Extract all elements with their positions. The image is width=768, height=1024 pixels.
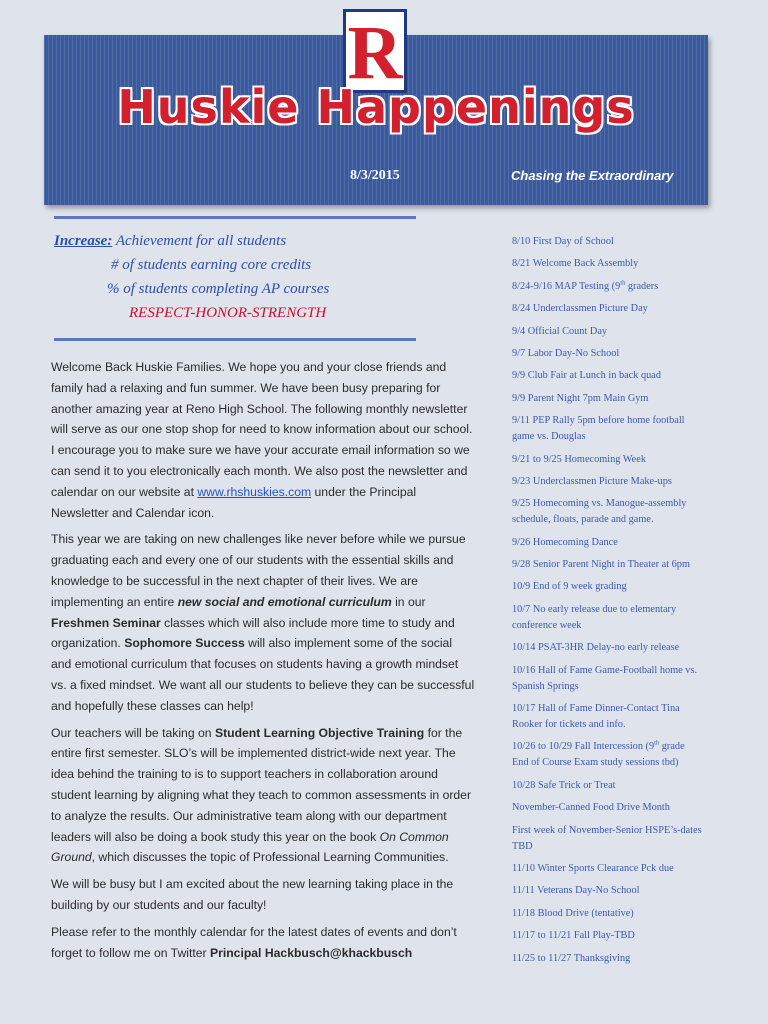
calendar-event: 8/24 Underclassmen Picture Day	[512, 303, 648, 315]
calendar-event: 10/16 Hall of Fame Game-Football home vs. Spanish Springs	[512, 664, 698, 692]
challenges-text-2: in our	[391, 594, 426, 609]
calendar-event: 11/17 to 11/21 Fall Play-TBD	[512, 930, 635, 942]
paragraph-calendar-note	[51, 922, 475, 964]
twitter-handle: Principal Hackbusch@khackbusch	[209, 945, 413, 960]
calendar-event: 9/21 to 9/25 Homecoming Week	[512, 453, 646, 465]
goals-label: Increase:	[54, 233, 113, 249]
calendar-event: 11/18 Blood Drive (tentative)	[512, 907, 634, 919]
paragraph-welcome	[51, 357, 475, 523]
calendar-event: 8/21 Welcome Back Assembly	[512, 258, 639, 270]
calendar-event: 9/7 Labor Day-No School	[512, 347, 620, 359]
challenges-text-4: will also implement some of the social and emotional curriculum that focuses on students having a growth mindset vs. a fixed mindset. We want all our students to believe they can be successful and hopefully these classes can help!	[51, 636, 475, 713]
logo-letter: R	[347, 11, 403, 95]
calendar-event: 9/11 PEP Rally 5pm before home football game vs. Douglas	[512, 415, 685, 443]
welcome-text: Welcome Back Huskie Families. We hope you and your close friends and family had a relaxing and fun summer. We have been busy preparing for another amazing year at Reno High School. The following monthly newsletter will serve as our one stop shop for need to know information about our school. I encourage you to make sure we have your accurate email information so we can send it to you electronically each month. We also post the newsletter and calendar on our website at	[51, 360, 473, 499]
calendar-note-text: Please refer to the monthly calendar for the latest dates of events and don’t forget to follow me on Twitter	[51, 924, 457, 960]
school-tagline: Chasing the Extraordinary	[511, 168, 674, 183]
issue-date: 8/3/2015	[350, 168, 400, 183]
calendar-event: 11/11 Veterans Day-No School	[512, 885, 640, 897]
teachers-text-3: , which discusses the topic of Professional Learning Communities.	[91, 850, 449, 865]
welcome-text-end: under the Principal Newsletter and Calendar icon.	[51, 484, 417, 520]
principal-letter	[51, 357, 475, 969]
newsletter-title: Huskie Happenings	[117, 80, 635, 134]
sophomore-success-text: Sophomore Success	[124, 636, 245, 651]
calendar-event: 9/25 Homecoming vs. Manogue-assembly schedule, floats, parade and game.	[512, 498, 687, 526]
slo-training-text: Student Learning Objective Training	[214, 725, 425, 740]
goal-line-1	[54, 233, 286, 250]
bottom-divider	[54, 338, 416, 341]
freshmen-seminar-text: Freshmen Seminar	[51, 615, 161, 630]
calendar-event: November-Canned Food Drive Month	[512, 802, 670, 814]
school-motto: RESPECT-HONOR-STRENGTH	[129, 305, 327, 321]
paragraph-challenges	[51, 529, 475, 716]
paragraph-teachers	[51, 723, 475, 869]
calendar-event: 10/14 PSAT-3HR Delay-no early release	[512, 642, 680, 654]
calendar-event: 9/9 Club Fair at Lunch in back quad	[512, 370, 661, 382]
calendar-event: 11/10 Winter Sports Clearance Pck due	[512, 862, 674, 874]
calendar-event: 10/28 Safe Trick or Treat	[512, 779, 616, 791]
events-calendar	[512, 234, 702, 973]
website-link[interactable]: www.rhshuskies.com	[197, 484, 312, 499]
book-title: On Common Ground	[51, 829, 449, 865]
top-divider	[54, 216, 416, 219]
paragraph-excited: We will be busy but I am excited about the new learning taking place in the building by our students and our faculty!	[51, 877, 454, 912]
calendar-event: 9/9 Parent Night 7pm Main Gym	[512, 392, 649, 404]
challenges-text: This year we are taking on new challenges like never before while we pursue graduating each and every one of our students with the essential skills and knowledge to be successful in the next chapter of their lives. We are implementing an entire	[51, 532, 466, 609]
curriculum-emphasis: new social and emotional curriculum	[177, 594, 392, 609]
goal-line-3: % of students completing AP courses	[107, 281, 330, 297]
calendar-event: 9/4 Official Count Day	[512, 325, 608, 337]
calendar-event: 8/24-9/16 MAP Testing (9th graders	[512, 279, 659, 292]
goal-line-2: # of students earning core credits	[111, 257, 312, 273]
challenges-text-3: classes which will also include more time to study and organization.	[51, 615, 455, 651]
goal-text-1: Achievement for all students	[115, 233, 287, 249]
calendar-event: 8/10 First Day of School	[512, 236, 614, 247]
calendar-event: 10/17 Hall of Fame Dinner-Contact Tina Rooker for tickets and info.	[512, 703, 680, 731]
teachers-text-2: for the entire first semester. SLO’s will be implemented district-wide next year. The idea behind the training to is to support teachers in collaboration around student learning by aligning what they teach to common assessments in order to analyze the results. Our administrative team along with our department leaders will also be doing a book study this year on the book	[51, 725, 472, 844]
calendar-event: 9/23 Underclassmen Picture Make-ups	[512, 475, 672, 487]
calendar-event: 10/26 to 10/29 Fall Intercession (9th grade End of Course Exam study sessions tbd)	[512, 740, 685, 769]
teachers-text: Our teachers will be taking on	[51, 725, 215, 740]
calendar-event: 10/7 No early release due to elementary conference week	[512, 603, 677, 631]
calendar-event: 11/25 to 11/27 Thanksgiving	[512, 952, 631, 964]
calendar-event: 9/28 Senior Parent Night in Theater at 6pm	[512, 559, 690, 571]
calendar-event: 9/26 Homecoming Dance	[512, 536, 618, 548]
calendar-event: 10/9 End of 9 week grading	[512, 581, 627, 593]
calendar-event: First week of November-Senior HSPE’s-dates TBD	[512, 824, 702, 852]
